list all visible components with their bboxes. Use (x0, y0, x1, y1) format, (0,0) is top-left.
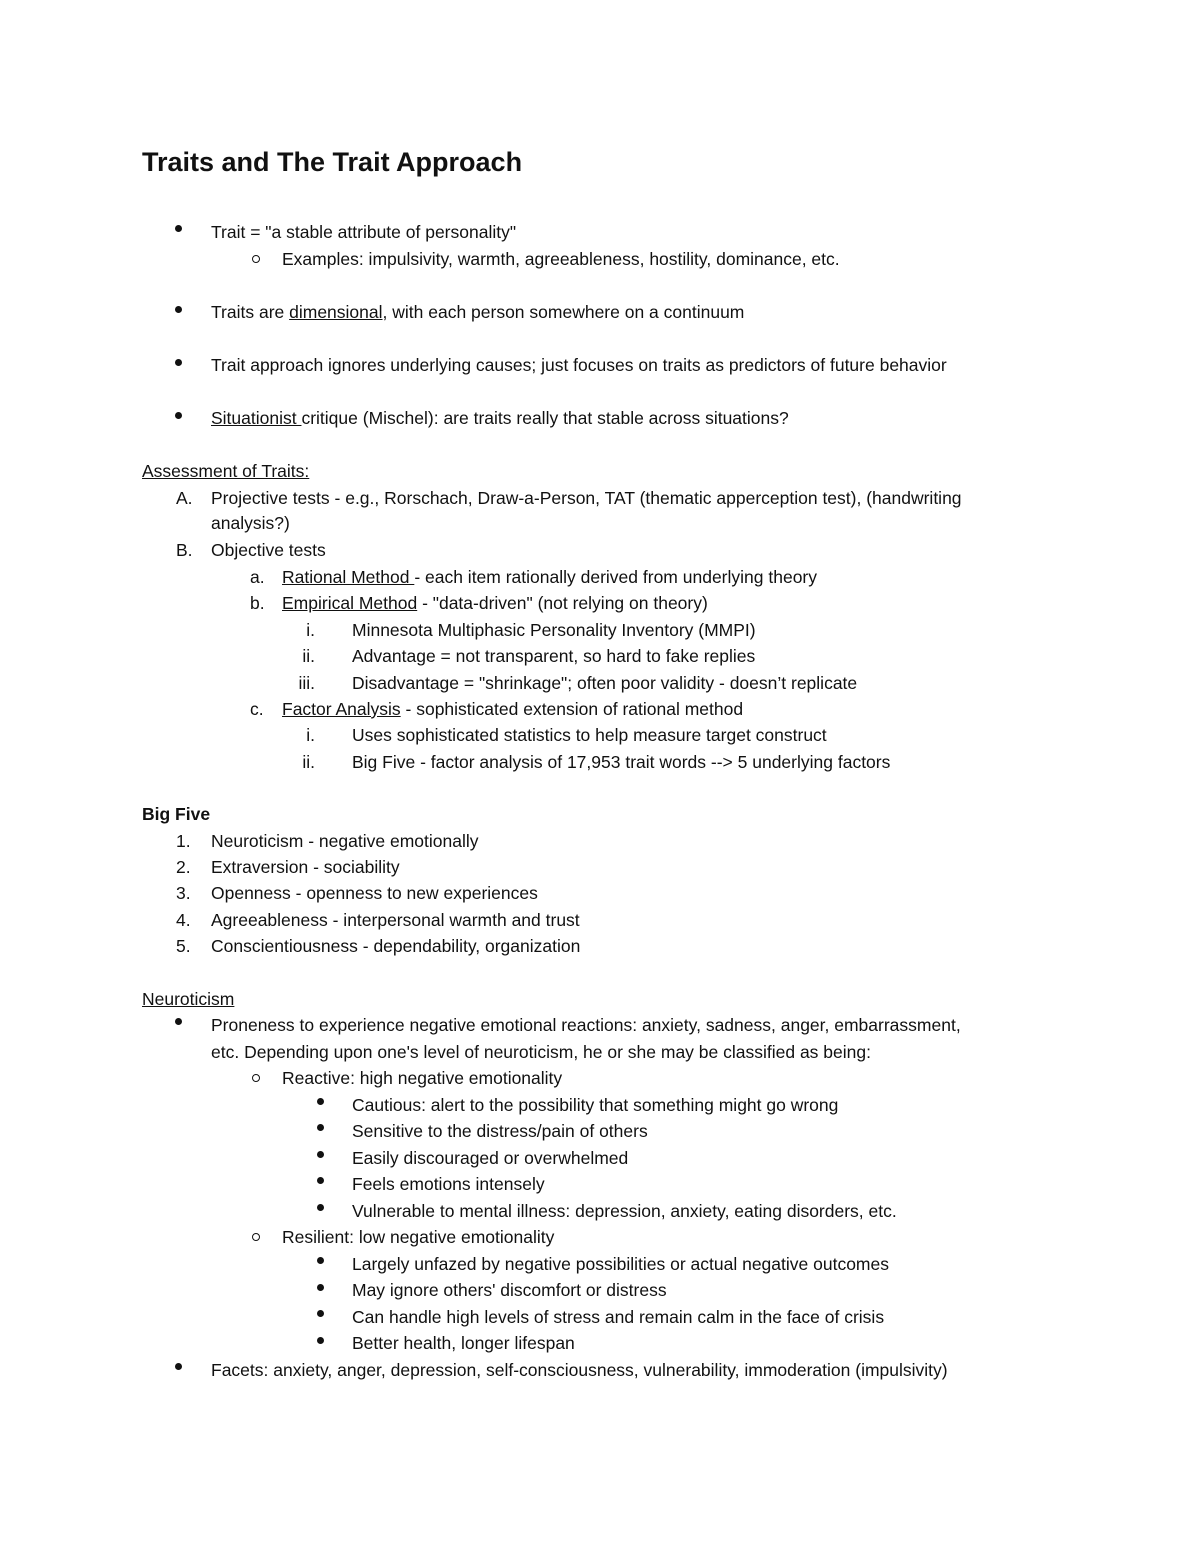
list-marker: B. (176, 540, 193, 560)
assessment-objective: Objective tests (211, 540, 326, 560)
bullet-icon (317, 1098, 324, 1105)
page-title: Traits and The Trait Approach (142, 147, 523, 177)
reactive-item: Vulnerable to mental illness: depression, anxiety, eating disorders, etc. (352, 1201, 897, 1221)
bullet-icon (175, 1018, 182, 1025)
bullet-icon (175, 1363, 182, 1370)
text-run: , with each person somewhere on a continuum (382, 302, 745, 322)
neuroticism-proneness-line2: etc. Depending upon one's level of neuroticism, he or she may be classified as being: (211, 1042, 871, 1062)
text-run: critique (Mischel): are traits really that stable across situations? (301, 408, 789, 428)
assessment-heading: Assessment of Traits: (142, 461, 310, 481)
bullet-icon (317, 1151, 324, 1158)
neuroticism-facets: Facets: anxiety, anger, depression, self-consciousness, vulnerability, immoderation (impulsivity) (211, 1360, 948, 1380)
assessment-projective-line2: analysis?) (211, 513, 290, 533)
intro-bullet-dimensional (211, 300, 744, 324)
assessment-projective-line1: Projective tests - e.g., Rorschach, Draw-a-Person, TAT (thematic apperception test), (handwriting (211, 488, 962, 508)
bullet-icon (175, 359, 182, 366)
underlined-term: Rational Method (282, 567, 415, 587)
neuroticism-heading: Neuroticism (142, 989, 235, 1009)
bullet-icon (317, 1124, 324, 1131)
list-marker: 4. (176, 910, 191, 930)
list-marker: b. (250, 593, 265, 613)
underlined-term: Empirical Method (282, 593, 418, 613)
assessment-advantage: Advantage = not transparent, so hard to fake replies (352, 646, 756, 666)
circle-bullet-icon (252, 255, 260, 263)
bullet-icon (317, 1310, 324, 1317)
list-marker: c. (250, 699, 264, 719)
list-marker: i. (306, 725, 315, 745)
list-marker: i. (306, 620, 315, 640)
bullet-icon (175, 225, 182, 232)
intro-bullet-trait: Trait = "a stable attribute of personality" (211, 222, 517, 242)
list-marker: ii. (302, 752, 315, 772)
list-marker: 3. (176, 883, 191, 903)
assessment-big-five-factors: Big Five - factor analysis of 17,953 trait words --> 5 underlying factors (352, 752, 891, 772)
big-five-item: Neuroticism - negative emotionally (211, 831, 479, 851)
reactive-item: Cautious: alert to the possibility that something might go wrong (352, 1095, 839, 1115)
neuroticism-proneness-line1: Proneness to experience negative emotional reactions: anxiety, sadness, anger, embarrassment, (211, 1015, 961, 1035)
assessment-factor-analysis (282, 697, 743, 721)
neuroticism-reactive: Reactive: high negative emotionality (282, 1068, 563, 1088)
circle-bullet-icon (252, 1233, 260, 1241)
big-five-item: Extraversion - sociability (211, 857, 400, 877)
neuroticism-resilient: Resilient: low negative emotionality (282, 1227, 555, 1247)
intro-bullet-approach: Trait approach ignores underlying causes; just focuses on traits as predictors of future behavior (211, 355, 947, 375)
resilient-item: Can handle high levels of stress and remain calm in the face of crisis (352, 1307, 885, 1327)
underlined-term: Situationist (211, 408, 302, 428)
intro-bullet-situationist (211, 406, 789, 430)
list-marker: 1. (176, 831, 191, 851)
text-run: - "data-driven" (not relying on theory) (417, 593, 708, 613)
assessment-disadvantage: Disadvantage = "shrinkage"; often poor validity - doesn’t replicate (352, 673, 858, 693)
bullet-icon (317, 1204, 324, 1211)
bullet-icon (317, 1177, 324, 1184)
resilient-item: Largely unfazed by negative possibilities or actual negative outcomes (352, 1254, 889, 1274)
text-run: - each item rationally derived from underlying theory (414, 567, 818, 587)
underlined-term: Factor Analysis (282, 699, 401, 719)
reactive-item: Sensitive to the distress/pain of others (352, 1121, 648, 1141)
resilient-item: Better health, longer lifespan (352, 1333, 575, 1353)
circle-bullet-icon (252, 1074, 260, 1082)
list-marker: iii. (298, 673, 315, 693)
reactive-item: Easily discouraged or overwhelmed (352, 1148, 629, 1168)
list-marker: A. (176, 488, 193, 508)
underlined-term: dimensional (289, 302, 383, 322)
assessment-statistics: Uses sophisticated statistics to help measure target construct (352, 725, 827, 745)
text-run: Traits are (211, 302, 290, 322)
bullet-icon (175, 412, 182, 419)
assessment-rational (282, 565, 817, 589)
bullet-icon (175, 306, 182, 313)
big-five-heading: Big Five (142, 804, 211, 824)
resilient-item: May ignore others' discomfort or distress (352, 1280, 667, 1300)
assessment-mmpi: Minnesota Multiphasic Personality Inventory (MMPI) (352, 620, 756, 640)
intro-bullet-examples: Examples: impulsivity, warmth, agreeableness, hostility, dominance, etc. (282, 249, 840, 269)
reactive-item: Feels emotions intensely (352, 1174, 545, 1194)
list-marker: a. (250, 567, 265, 587)
bullet-icon (317, 1257, 324, 1264)
bullet-icon (317, 1284, 324, 1291)
big-five-item: Conscientiousness - dependability, organization (211, 936, 581, 956)
big-five-item: Openness - openness to new experiences (211, 883, 538, 903)
assessment-empirical (282, 591, 708, 615)
big-five-item: Agreeableness - interpersonal warmth and trust (211, 910, 580, 930)
bullet-icon (317, 1337, 324, 1344)
text-run: - sophisticated extension of rational method (400, 699, 744, 719)
list-marker: 2. (176, 857, 191, 877)
list-marker: ii. (302, 646, 315, 666)
list-marker: 5. (176, 936, 191, 956)
